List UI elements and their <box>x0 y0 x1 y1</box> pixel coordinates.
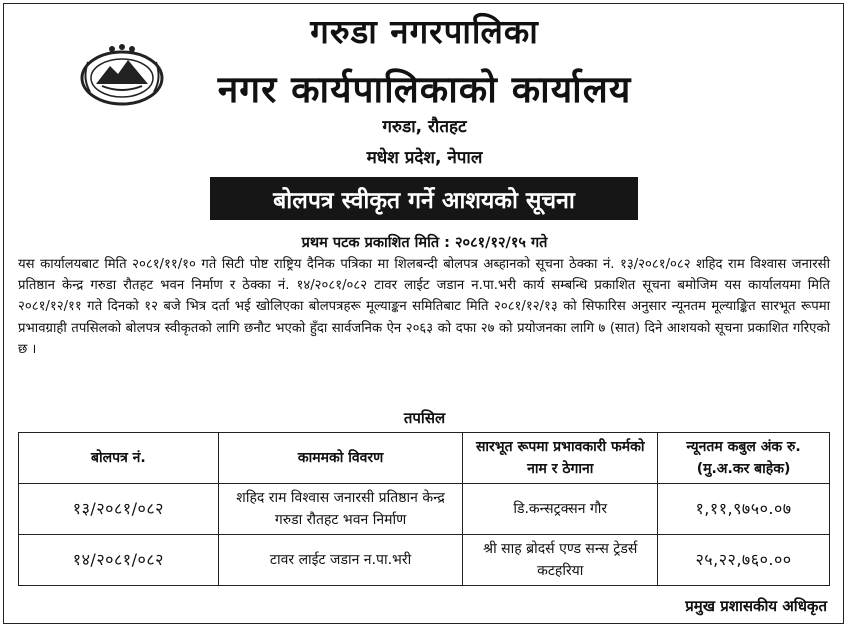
province-country: मधेश प्रदेश, नेपाल <box>366 148 483 168</box>
amount-cell: २५,२२,७६०.०० <box>658 535 830 586</box>
bid-no-cell: १३/२०८१/०८२ <box>19 484 219 535</box>
firm-cell: डि.कन्सट्रक्सन गौर <box>463 484 658 535</box>
firm-cell: श्री साह ब्रोदर्स एण्ड सन्स ट्रेडर्स कटहरिया <box>463 535 658 586</box>
municipality-name: गरुडा नगरपालिका <box>310 12 539 51</box>
office-name: नगर कार्यपालिकाको कार्यालय <box>217 68 632 111</box>
office-location: गरुडा, रौतहट <box>382 117 467 137</box>
amount-cell: १,११,९७५०.०७ <box>658 484 830 535</box>
description-cell: शहिद राम विश्वास जनारसी प्रतिष्ठान केन्द्र गरुडा रौतहट भवन निर्माण <box>218 484 463 535</box>
bid-no-cell: १४/२०८१/०८२ <box>19 535 219 586</box>
notice-body: यस कार्यालयबाट मिति २०८१/११/१० गते सिटी पोष्ट राष्ट्रिय दैनिक पत्रिका मा शिलबन्दी बोलपत्र अब्हानको सूचना ठेक्का नं. १३/२०८१/०८२ शहिद राम विश्वास जनारसी प्रतिष्ठान केन्द्र गरुडा रौतहट भवन निर्माण र ठेक्का नं. १४/२०८१/०८२ टावर लाईट जडान न.पा.भरी कार्य सम्बन्धि प्रकाशित सूचना बमोजिम यस कार्यालयमा मिति २०८१/१२/११ गते दिनको १२ बजे भित्र दर्ता भई खोलिएका बोलपत्रहरू मूल्याङ्कन समितिबाट मिति २०८१/१२/१३ को सिफारिस अनुसार न्यूनतम मूल्याङ्कित सारभूत रूपमा प्रभावग्राही तपसिलको बोलपत्र स्वीकृतको लागि छनौट भएको हुँदा सार्वजनिक ऐन २०६३ को दफा २७ को प्रयोजनका लागि ७ (सात) दिने आशयको सूचना प्रकाशित गरिएको छ । <box>18 257 830 357</box>
publication-date: प्रथम पटक प्रकाशित मिति : २०८१/१२/१५ गते <box>301 235 548 251</box>
table-title: तपसिल <box>403 409 446 427</box>
header-firm: सारभूत रूपमा प्रभावकारी फर्मको नाम र ठेगाना <box>463 433 658 484</box>
signatory-title: प्रमुख प्रशासकीय अधिकृत <box>685 597 827 615</box>
bid-table <box>18 432 830 586</box>
notice-title: बोलपत्र स्वीकृत गर्ने आशयको सूचना <box>210 177 638 220</box>
description-cell: टावर लाईट जडान न.पा.भरी <box>218 535 463 586</box>
header-amount: न्यूनतम कबुल अंक रु. (मु.अ.कर बाहेक) <box>658 433 830 484</box>
table-row <box>19 484 830 535</box>
header-bid-no: बोलपत्र नं. <box>19 433 219 484</box>
header-description: काममको विवरण <box>218 433 463 484</box>
table-row <box>19 535 830 586</box>
table-header-row <box>19 433 830 484</box>
